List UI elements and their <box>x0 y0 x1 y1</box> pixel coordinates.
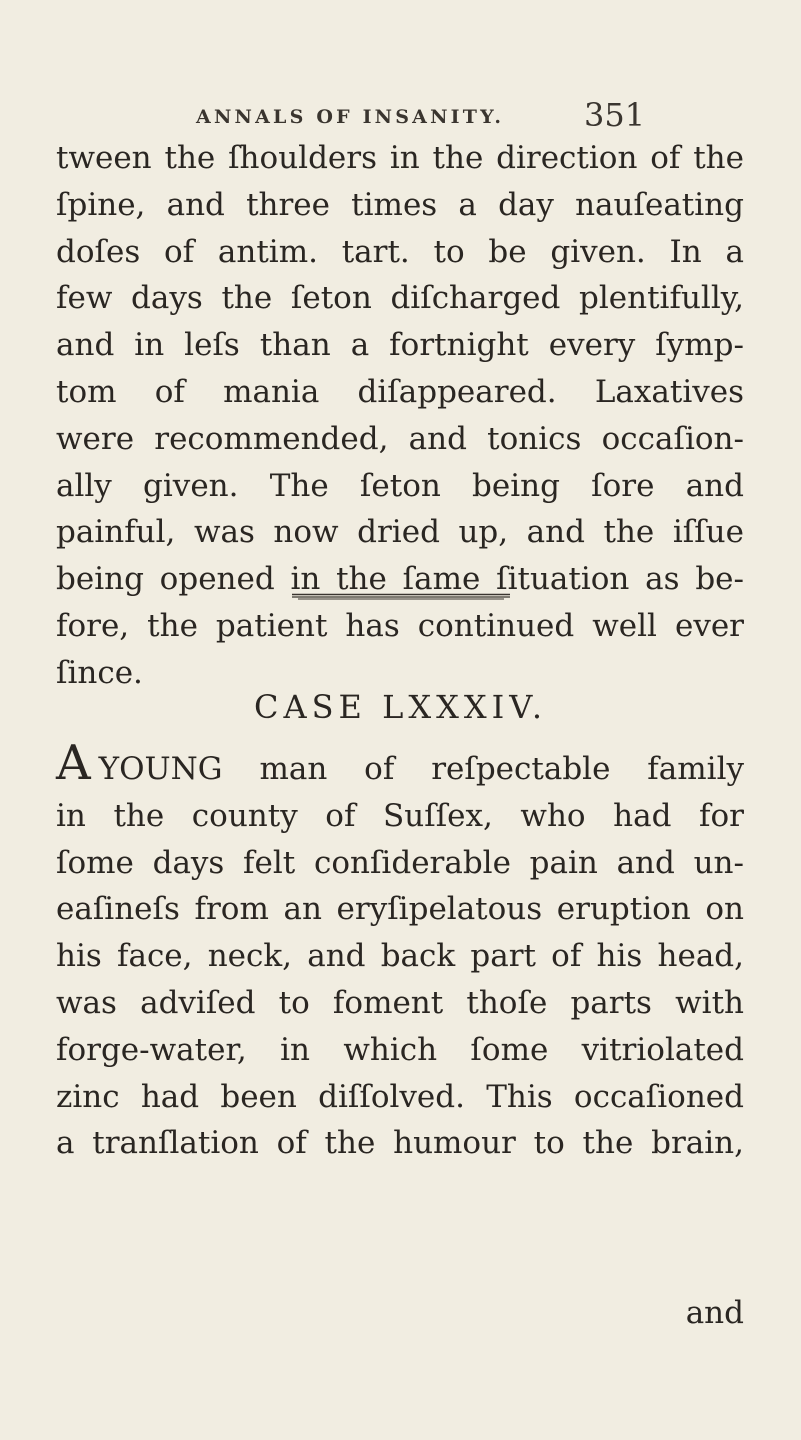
text-line: eaſineſs from an eryſipelatous eruption on <box>56 891 744 928</box>
text-line: forge-water, in which ſome vitriolated <box>56 1031 744 1068</box>
text-line: and in leſs than a fortnight every ſymp- <box>56 327 744 364</box>
text-line: ſpine, and three times a day nauſeating <box>56 186 744 223</box>
catchword: and <box>685 1295 744 1331</box>
text-line: in the county of Suſſex, who had for <box>56 797 744 834</box>
text-line: ſome days felt conſiderable pain and un- <box>56 844 744 881</box>
text-line: few days the ſeton diſcharged plentifully, <box>56 280 744 317</box>
text-line-first <box>56 735 744 793</box>
text-line: painful, was now dried up, and the iſſue <box>56 514 744 551</box>
text-line: ally given. The ſeton being ſore and <box>56 467 744 504</box>
text-line: was adviſed to foment thoſe parts with <box>56 984 744 1021</box>
text-line: zinc had been diſſolved. This occaſioned <box>56 1078 744 1115</box>
running-head <box>0 96 801 140</box>
text-line: fore, the patient has continued well ever <box>56 607 744 644</box>
text-line: a tranſlation of the humour to the brain, <box>56 1125 744 1162</box>
text-line: tom of mania diſappeared. Laxatives <box>56 373 744 410</box>
text-line: his face, neck, and back part of his head, <box>56 938 744 975</box>
page-number: 351 <box>584 96 646 134</box>
paragraph-continuation <box>56 135 744 697</box>
drop-cap: A <box>56 735 91 791</box>
text-line: ſince. <box>56 654 143 691</box>
text-line: doſes of antim. tart. to be given. In a <box>56 233 744 270</box>
text-line: being opened in the ſame ſituation as be- <box>56 561 744 598</box>
first-line-text: YOUNG man of reſpectable family <box>98 751 744 787</box>
case-paragraph <box>56 735 744 1167</box>
section-divider-rule <box>292 593 510 600</box>
case-heading: CASE LXXXIV. <box>254 688 547 726</box>
text-line: tween the ſhoulders in the direction of the <box>56 140 744 176</box>
running-title: ANNALS OF INSANITY. <box>196 106 505 128</box>
text-line: were recommended, and tonics occaſion- <box>56 420 744 457</box>
